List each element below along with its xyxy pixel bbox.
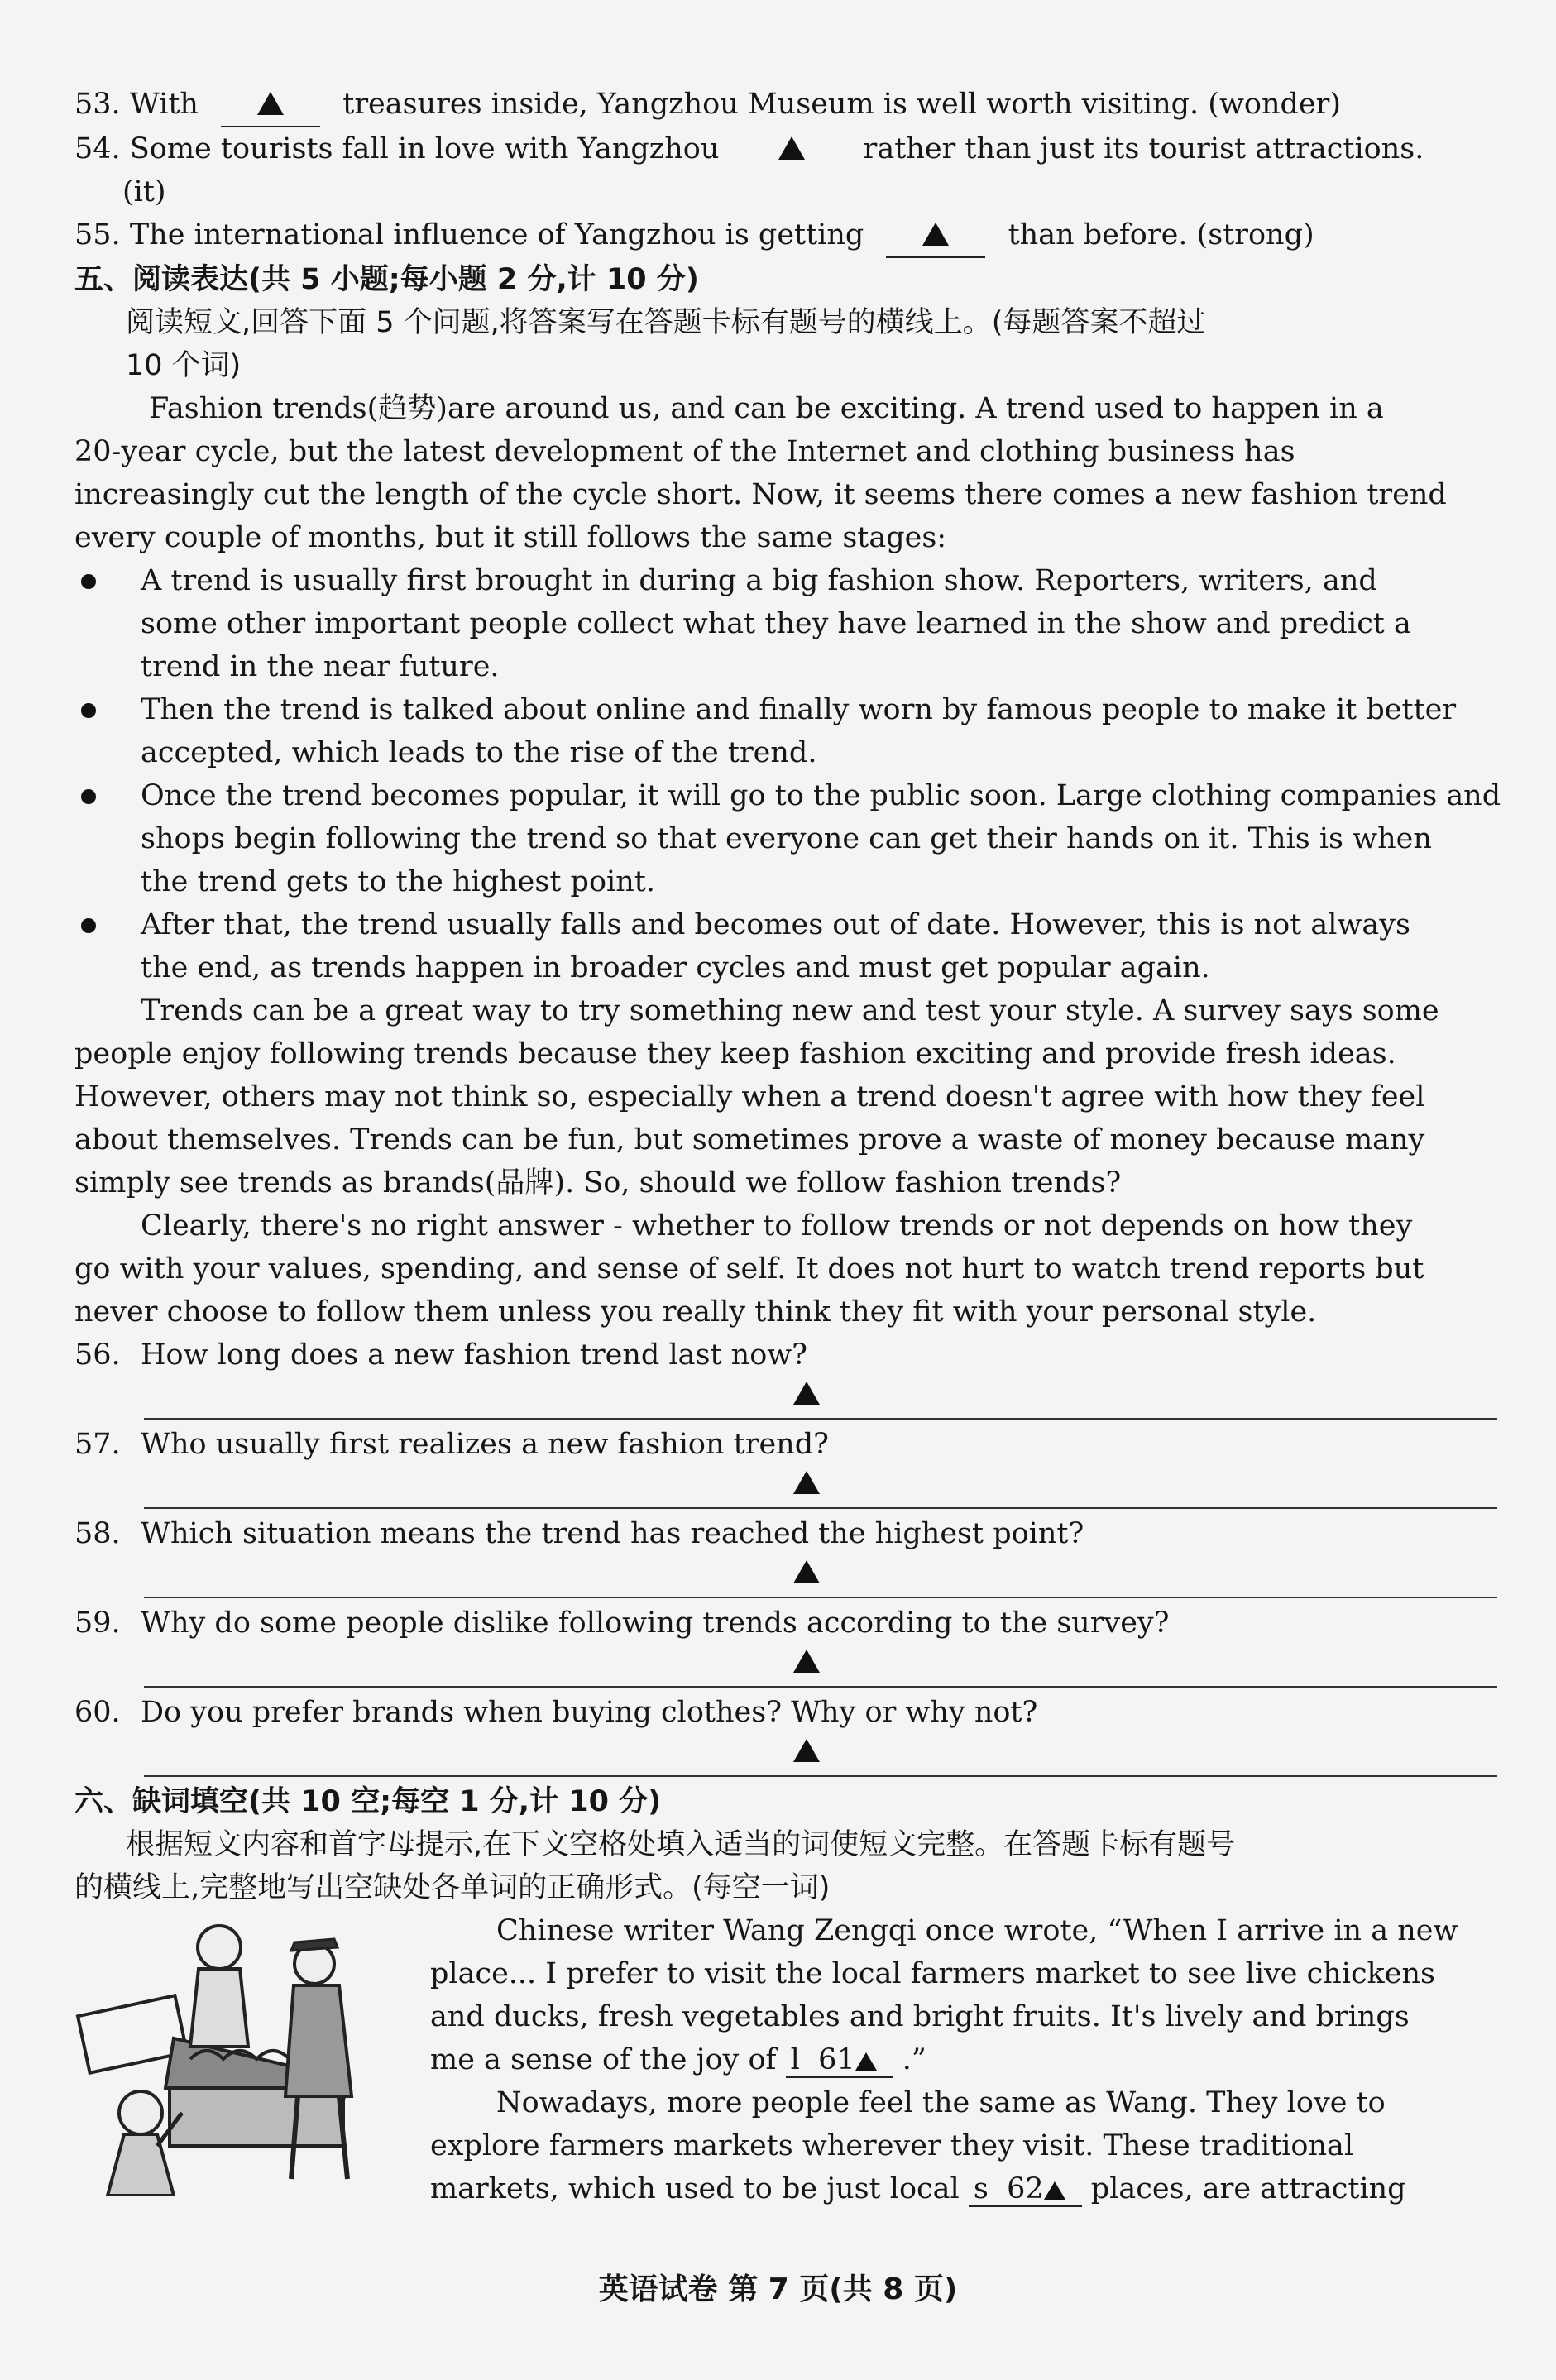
cloze-blank-61[interactable]: l 61 <box>786 2043 893 2078</box>
bullet-dot-icon <box>81 789 96 804</box>
bullet-item: A trend is usually first brought in during a big fashion show. Reporters, writers, and some other important people collect what they have learned in the show and predict a trend in the near future. <box>74 559 1497 688</box>
bullet-dot-icon <box>81 574 96 589</box>
bullet-item: After that, the trend usually falls and becomes out of date. However, this is not always the end, as trends happen in broader cycles and must get popular again. <box>74 903 1497 989</box>
question-54-cont: (it) <box>122 175 166 208</box>
question-58: 58. Which situation means the trend has reached the highest point? <box>74 1512 1497 1598</box>
passage-paragraph-2: Trends can be a great way to try something new and test your style. A survey says some people enjoy following trends because they keep fashion exciting and provide fresh ideas. However, others may not think so, especially when a trend doesn't agree with how they feel about themselves. Trends can be fun, but sometimes prove a waste of money because many simply see trends as brands(品牌). So, should we follow fashion trends? <box>74 994 1439 1200</box>
question-56: 56. How long does a new fashion trend last now? <box>74 1334 1497 1420</box>
section-5-instruction: 阅读短文,回答下面 5 个问题,将答案写在答题卡标有题号的横线上。(每题答案不超过 <box>126 306 1206 339</box>
section-6-heading: 六、缺词填空(共 10 空;每空 1 分,计 10 分) <box>74 1785 662 1818</box>
bullet-item: Then the trend is talked about online and finally worn by famous people to make it better accepted, which leads to the rise of the trend. <box>74 688 1497 774</box>
question-54: 54. Some tourists fall in love with Yangzhou rather than just its tourist attractions. <box>74 127 1497 170</box>
cloze-line-61: me a sense of the joy of l 61 .” <box>430 2043 926 2076</box>
question-55: 55. The international influence of Yangzhou is getting than before. (strong) <box>74 213 1497 258</box>
answer-line[interactable] <box>144 1645 1497 1688</box>
farmers-market-illustration <box>74 1914 405 2196</box>
triangle-icon <box>793 1739 820 1762</box>
triangle-icon <box>778 136 805 160</box>
bullet-item: Once the trend becomes popular, it will go to the public soon. Large clothing companies and shops begin following the trend so that everyone can get their hands on it. This is when the trend gets to the highest point. <box>74 774 1497 903</box>
question-number: 53. <box>74 88 121 121</box>
section-5-heading: 五、阅读表达(共 5 小题;每小题 2 分,计 10 分) <box>74 263 699 296</box>
question-59: 59. Why do some people dislike following trends according to the survey? <box>74 1602 1497 1688</box>
question-57: 57. Who usually first realizes a new fashion trend? <box>74 1423 1497 1509</box>
triangle-icon <box>257 92 284 115</box>
bullet-dot-icon <box>81 703 96 718</box>
cloze-line-62: markets, which used to be just local s 62 places, are attracting <box>430 2172 1406 2205</box>
triangle-icon <box>793 1382 820 1405</box>
page-footer: 英语试卷 第 7 页(共 8 页) <box>598 2272 958 2306</box>
answer-blank[interactable] <box>742 127 841 170</box>
section-6-instruction-cont: 的横线上,完整地写出空缺处各单词的正确形式。(每空一词) <box>74 1871 831 1904</box>
triangle-icon <box>793 1560 820 1583</box>
answer-line[interactable] <box>144 1555 1497 1598</box>
cloze-text: Chinese writer Wang Zengqi once wrote, “When I arrive in a new place... I prefer to visit the local farmers market to see live chickens and ducks, fresh vegetables and bright fruits. It's lively and brings me a sense of the joy of l 61 .” Nowadays, more people feel the same as Wang. They love to explore farmers markets wherever they visit. These traditional markets, which used to be just local s 62 places, are attracting <box>430 1909 1497 2210</box>
answer-line[interactable] <box>144 1466 1497 1509</box>
triangle-icon <box>1044 2181 1065 2200</box>
triangle-icon <box>793 1471 820 1494</box>
passage-paragraph-1: Fashion trends(趋势)are around us, and can be exciting. A trend used to happen in a 20-year cycle, but the latest development of the Internet and clothing business has increasingly cut the length of the cycle short. Now, it seems there comes a new fashion trend every couple of months, but it still follows the same stages: <box>74 392 1447 554</box>
triangle-icon <box>922 223 949 246</box>
answer-line[interactable] <box>144 1377 1497 1420</box>
passage-paragraph-3: Clearly, there's no right answer - whether to follow trends or not depends on how they go with your values, spending, and sense of self. It does not hurt to watch trend reports but never choose to follow them unless you really think they fit with your personal style. <box>74 1209 1424 1329</box>
answer-line[interactable] <box>144 1734 1497 1777</box>
section-6-instruction: 根据短文内容和首字母提示,在下文空格处填入适当的词使短文完整。在答题卡标有题号 <box>126 1828 1236 1861</box>
answer-blank[interactable] <box>221 83 320 127</box>
triangle-icon <box>793 1650 820 1673</box>
question-60: 60. Do you prefer brands when buying clothes? Why or why not? <box>74 1691 1497 1777</box>
answer-blank[interactable] <box>886 213 985 258</box>
page-content <box>74 83 1501 2210</box>
question-53: 53. With treasures inside, Yangzhou Museum is well worth visiting. (wonder) <box>74 83 1497 127</box>
bullet-dot-icon <box>81 918 96 933</box>
cloze-blank-62[interactable]: s 62 <box>969 2172 1082 2207</box>
cloze-passage <box>74 1909 1497 2210</box>
section-5-instruction-cont: 10 个词) <box>126 349 242 382</box>
triangle-icon <box>855 2052 877 2071</box>
